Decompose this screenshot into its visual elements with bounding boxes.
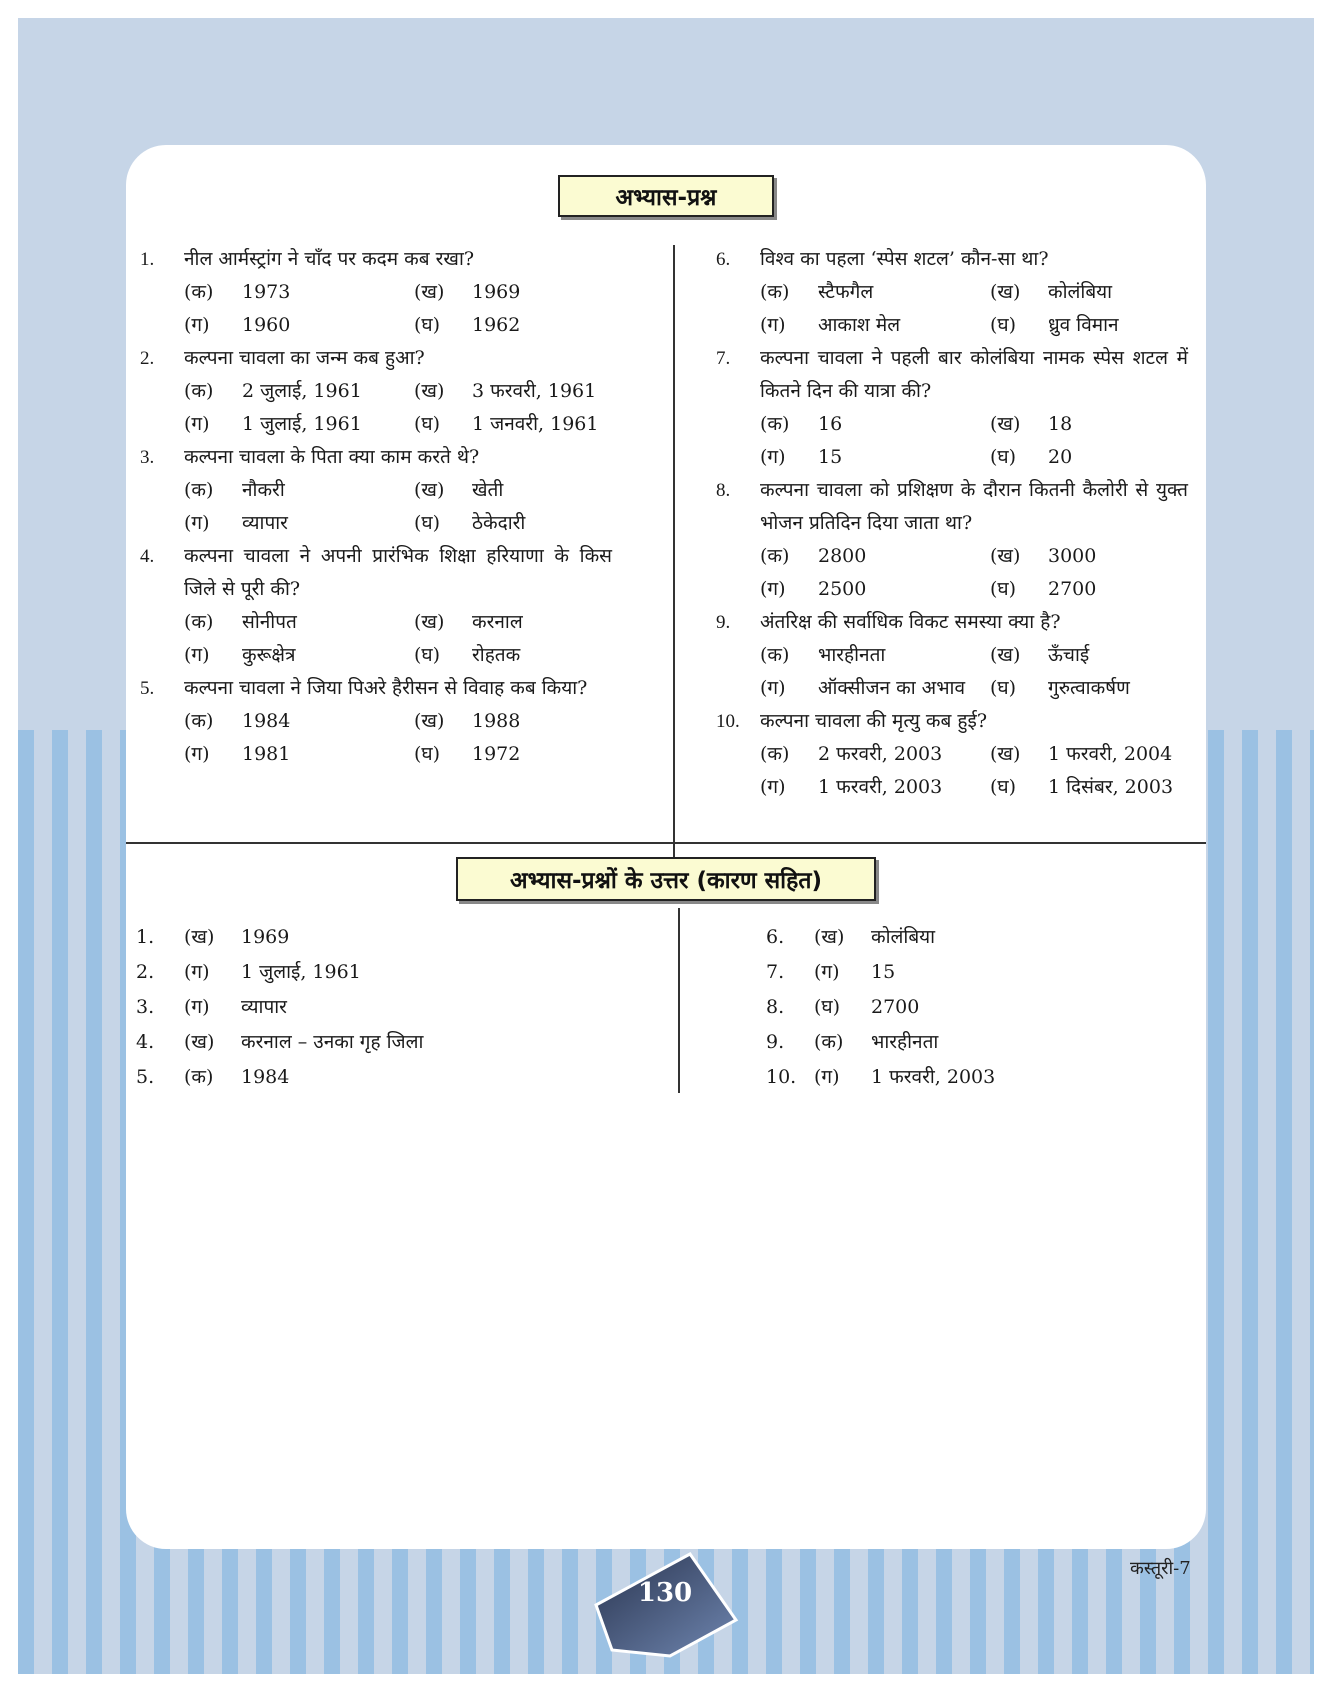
option-label: (ग)	[184, 314, 210, 336]
answer-text: कोलंबिया	[871, 926, 936, 948]
option-item	[414, 309, 644, 342]
question-item	[716, 243, 1188, 342]
option-label: (ग)	[760, 446, 786, 468]
answer-label: (ख)	[814, 926, 845, 948]
answer-number: 9.	[766, 1031, 785, 1053]
option-item	[990, 639, 1220, 672]
option-label: (ग)	[184, 512, 210, 534]
option-value: कुरूक्षेत्र	[242, 644, 296, 666]
answer-number: 3.	[136, 996, 155, 1018]
answer-text: 1969	[241, 926, 290, 948]
option-label: (घ)	[990, 446, 1017, 468]
question-item	[140, 441, 612, 540]
option-item	[414, 507, 644, 540]
answers-divider	[678, 908, 680, 1093]
answer-text: व्यापार	[241, 996, 287, 1018]
option-label: (ग)	[184, 743, 210, 765]
option-item	[990, 672, 1220, 705]
option-value: 3000	[1048, 545, 1097, 567]
questions-left-column	[140, 243, 612, 771]
answer-item	[766, 990, 1186, 1025]
option-label: (ख)	[990, 545, 1021, 567]
question-number: 1.	[140, 249, 155, 270]
option-label: (ख)	[414, 380, 445, 402]
option-item	[414, 375, 644, 408]
question-item	[716, 474, 1188, 606]
answer-number: 6.	[766, 926, 785, 948]
option-value: 2500	[818, 578, 867, 600]
option-label: (घ)	[414, 512, 441, 534]
option-value: 1 जुलाई, 1961	[242, 413, 362, 435]
answer-label: (घ)	[814, 996, 841, 1018]
answer-number: 7.	[766, 961, 785, 983]
question-number: 3.	[140, 447, 155, 468]
option-label: (घ)	[990, 578, 1017, 600]
option-label: (ग)	[760, 677, 786, 699]
question-item	[140, 243, 612, 342]
option-value: ऑक्सीजन का अभाव	[818, 677, 966, 699]
options-grid	[760, 276, 1188, 342]
option-item	[414, 606, 644, 639]
option-value: 1972	[472, 743, 521, 765]
option-item	[414, 738, 644, 771]
option-value: 1973	[242, 281, 291, 303]
option-value: गुरुत्वाकर्षण	[1048, 677, 1130, 699]
answer-text: भारहीनता	[871, 1031, 939, 1053]
option-item	[184, 408, 414, 441]
option-item	[760, 672, 990, 705]
option-value: 1988	[472, 710, 521, 732]
book-label: कस्तूरी-7	[1130, 1558, 1191, 1579]
option-label: (ख)	[990, 413, 1021, 435]
practice-heading: अभ्यास-प्रश्न	[558, 175, 774, 217]
option-value: 1981	[242, 743, 291, 765]
question-text: कल्पना चावला का जन्म कब हुआ?	[184, 347, 425, 369]
question-item	[140, 342, 612, 441]
option-label: (घ)	[990, 677, 1017, 699]
option-item	[184, 375, 414, 408]
option-value: स्टैफगैल	[818, 281, 874, 303]
option-item	[414, 705, 644, 738]
answer-item	[136, 955, 596, 990]
options-grid	[184, 276, 612, 342]
option-item	[184, 474, 414, 507]
answer-item	[766, 1025, 1186, 1060]
option-item	[760, 771, 990, 804]
option-value: 1969	[472, 281, 521, 303]
answer-label: (ख)	[184, 1031, 215, 1053]
question-text: कल्पना चावला ने पहली बार कोलंबिया नामक स्पेस शटल में कितने दिन की यात्रा की?	[760, 347, 1188, 402]
option-item	[760, 639, 990, 672]
option-item	[990, 573, 1220, 606]
option-item	[184, 309, 414, 342]
option-value: खेती	[472, 479, 504, 501]
option-value: भारहीनता	[818, 644, 886, 666]
section-divider	[126, 842, 1206, 844]
options-grid	[760, 408, 1188, 474]
answer-label: (ग)	[814, 961, 840, 983]
questions-divider	[673, 245, 675, 890]
answer-number: 5.	[136, 1066, 155, 1088]
answer-item	[136, 990, 596, 1025]
option-label: (ग)	[184, 644, 210, 666]
option-item	[184, 705, 414, 738]
option-label: (क)	[760, 281, 790, 303]
answer-item	[136, 1025, 596, 1060]
question-text: अंतरिक्ष की सर्वाधिक विकट समस्या क्या है?	[760, 611, 1061, 633]
options-grid	[184, 375, 612, 441]
option-value: 1 फरवरी, 2003	[818, 776, 943, 798]
question-number: 9.	[716, 612, 731, 633]
option-item	[990, 309, 1220, 342]
option-item	[990, 738, 1220, 771]
answers-heading: अभ्यास-प्रश्नों के उत्तर (कारण सहित)	[456, 857, 876, 901]
option-label: (ग)	[760, 578, 786, 600]
option-value: 1 जनवरी, 1961	[472, 413, 599, 435]
question-number: 8.	[716, 480, 731, 501]
option-item	[760, 540, 990, 573]
option-item	[414, 474, 644, 507]
question-item	[716, 705, 1188, 804]
option-value: व्यापार	[242, 512, 288, 534]
option-label: (ग)	[760, 314, 786, 336]
option-value: करनाल	[472, 611, 523, 633]
question-text: नील आर्मस्ट्रांग ने चाँद पर कदम कब रखा?	[184, 248, 475, 270]
options-grid	[760, 540, 1188, 606]
option-label: (ख)	[414, 611, 445, 633]
answer-text: करनाल – उनका गृह जिला	[241, 1031, 424, 1053]
option-label: (घ)	[414, 314, 441, 336]
option-item	[760, 276, 990, 309]
option-value: 18	[1048, 413, 1073, 435]
answer-number: 4.	[136, 1031, 155, 1053]
option-value: 15	[818, 446, 843, 468]
questions-right-column	[716, 243, 1188, 804]
option-label: (घ)	[414, 743, 441, 765]
option-value: 20	[1048, 446, 1073, 468]
options-grid	[184, 606, 612, 672]
answer-text: 1 जुलाई, 1961	[241, 961, 361, 983]
option-value: 1 दिसंबर, 2003	[1048, 776, 1174, 798]
option-label: (घ)	[990, 776, 1017, 798]
question-text: कल्पना चावला के पिता क्या काम करते थे?	[184, 446, 480, 468]
option-value: नौकरी	[242, 479, 285, 501]
option-item	[184, 738, 414, 771]
options-grid	[760, 639, 1188, 705]
options-grid	[184, 474, 612, 540]
option-label: (क)	[184, 380, 214, 402]
option-value: ऊँचाई	[1048, 644, 1090, 666]
options-grid	[760, 738, 1188, 804]
answers-right-column	[766, 920, 1186, 1095]
answer-item	[766, 920, 1186, 955]
option-label: (ख)	[414, 281, 445, 303]
option-item	[760, 309, 990, 342]
option-label: (घ)	[414, 644, 441, 666]
option-value: ध्रुव विमान	[1048, 314, 1119, 336]
option-item	[184, 507, 414, 540]
answer-label: (ख)	[184, 926, 215, 948]
answer-label: (ग)	[184, 996, 210, 1018]
option-label: (क)	[760, 545, 790, 567]
option-item	[990, 408, 1220, 441]
answer-number: 1.	[136, 926, 155, 948]
option-label: (ख)	[990, 644, 1021, 666]
option-item	[990, 771, 1220, 804]
option-label: (क)	[184, 479, 214, 501]
question-number: 10.	[716, 711, 740, 732]
question-text: विश्व का पहला ‘स्पेस शटल’ कौन-सा था?	[760, 248, 1049, 270]
option-value: 2 जुलाई, 1961	[242, 380, 362, 402]
option-label: (ग)	[184, 413, 210, 435]
question-number: 7.	[716, 348, 731, 369]
option-label: (घ)	[990, 314, 1017, 336]
question-item	[716, 342, 1188, 474]
option-value: 16	[818, 413, 843, 435]
question-number: 4.	[140, 546, 155, 567]
option-value: आकाश मेल	[818, 314, 901, 336]
option-item	[760, 738, 990, 771]
answer-label: (क)	[814, 1031, 844, 1053]
option-value: 1962	[472, 314, 521, 336]
question-text: कल्पना चावला ने जिया पिअरे हैरीसन से विवाह कब किया?	[184, 677, 588, 699]
option-value: 2800	[818, 545, 867, 567]
option-label: (ख)	[414, 710, 445, 732]
answer-item	[766, 1060, 1186, 1095]
answer-text: 2700	[871, 996, 920, 1018]
option-value: 3 फरवरी, 1961	[472, 380, 597, 402]
option-item	[760, 408, 990, 441]
answer-item	[766, 955, 1186, 990]
option-item	[760, 573, 990, 606]
question-item	[140, 540, 612, 672]
option-item	[414, 639, 644, 672]
answer-text: 1984	[241, 1066, 290, 1088]
option-item	[414, 276, 644, 309]
option-value: कोलंबिया	[1048, 281, 1113, 303]
option-label: (ख)	[990, 743, 1021, 765]
option-label: (क)	[760, 644, 790, 666]
answers-left-column	[136, 920, 596, 1095]
answer-label: (क)	[184, 1066, 214, 1088]
option-label: (ग)	[760, 776, 786, 798]
question-text: कल्पना चावला ने अपनी प्रारंभिक शिक्षा हरियाणा के किस जिले से पूरी की?	[184, 545, 612, 600]
option-value: रोहतक	[472, 644, 521, 666]
option-item	[184, 606, 414, 639]
answer-number: 10.	[766, 1066, 797, 1088]
option-value: 1 फरवरी, 2004	[1048, 743, 1173, 765]
option-value: 2700	[1048, 578, 1097, 600]
question-item	[716, 606, 1188, 705]
answer-item	[136, 920, 596, 955]
answer-label: (ग)	[184, 961, 210, 983]
answer-label: (ग)	[814, 1066, 840, 1088]
content-card	[126, 145, 1206, 1549]
question-text: कल्पना चावला को प्रशिक्षण के दौरान कितनी कैलोरी से युक्त भोजन प्रतिदिन दिया जाता था?	[760, 479, 1188, 534]
option-label: (ख)	[990, 281, 1021, 303]
option-label: (ख)	[414, 479, 445, 501]
option-label: (क)	[184, 611, 214, 633]
option-item	[760, 441, 990, 474]
answer-text: 15	[871, 961, 896, 983]
option-item	[990, 441, 1220, 474]
option-item	[414, 408, 644, 441]
question-item	[140, 672, 612, 771]
option-label: (क)	[760, 743, 790, 765]
answer-number: 2.	[136, 961, 155, 983]
page-number: 130	[637, 1578, 693, 1608]
question-text: कल्पना चावला की मृत्यु कब हुई?	[760, 710, 988, 732]
question-number: 5.	[140, 678, 155, 699]
question-number: 6.	[716, 249, 731, 270]
answer-text: 1 फरवरी, 2003	[871, 1066, 996, 1088]
options-grid	[184, 705, 612, 771]
option-item	[184, 639, 414, 672]
question-number: 2.	[140, 348, 155, 369]
option-value: 1984	[242, 710, 291, 732]
option-label: (क)	[184, 710, 214, 732]
option-value: 1960	[242, 314, 291, 336]
option-value: ठेकेदारी	[472, 512, 526, 534]
option-item	[184, 276, 414, 309]
option-value: सोनीपत	[242, 611, 297, 633]
option-item	[990, 540, 1220, 573]
option-label: (क)	[184, 281, 214, 303]
option-label: (क)	[760, 413, 790, 435]
option-item	[990, 276, 1220, 309]
answer-item	[136, 1060, 596, 1095]
option-label: (घ)	[414, 413, 441, 435]
option-value: 2 फरवरी, 2003	[818, 743, 943, 765]
answer-number: 8.	[766, 996, 785, 1018]
